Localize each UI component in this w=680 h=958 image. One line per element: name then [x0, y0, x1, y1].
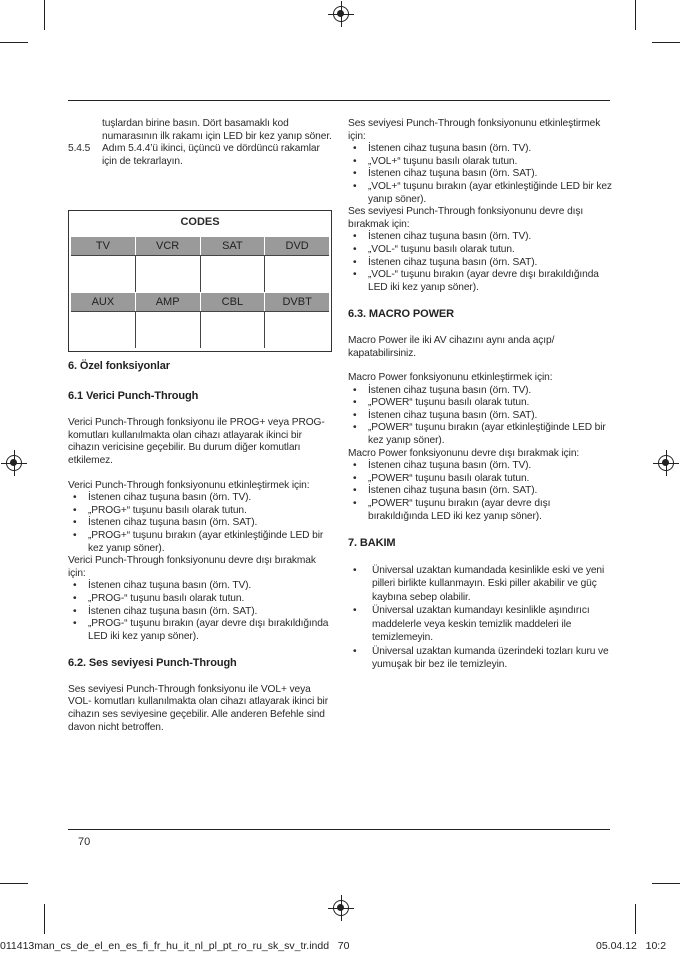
list-item: • „PROG+“ tuşunu basılı olarak tutun. [68, 505, 334, 518]
section-6-heading: 6. Özel fonksiyonlar [68, 360, 170, 372]
codes-table [68, 210, 332, 352]
list-item: • İstenen cihaz tuşuna basın (örn. TV). [348, 385, 612, 398]
crop-mark [635, 904, 636, 934]
list-item: • İstenen cihaz tuşuna basın (örn. SAT). [348, 485, 612, 498]
list-item: • İstenen cihaz tuşuna basın (örn. TV). [68, 580, 334, 593]
macro-disable-list [348, 460, 612, 523]
registration-mark-icon [333, 900, 349, 916]
section-6-1-disable-list [68, 580, 334, 643]
code-cell [265, 312, 329, 348]
list-item: • İstenen cihaz tuşuna basın (örn. TV). [348, 460, 612, 473]
list-item: • Üniversal uzaktan kumanda üzerindeki tozları kuru ve yumuşak bir bez ile temizleyin. [348, 645, 612, 672]
section-6-1-intro: Verici Punch-Through fonksiyonu ile PROG+ veya PROG- komutları kullanılmakta olan cihazı atlayarak ikinci bir cihazın vericisine geçebilir. Bu durum diğer komutları etkilemez. [68, 417, 325, 466]
section-6-1-heading: 6.1 Verici Punch-Through [68, 389, 199, 402]
code-label-dvd: DVD [265, 237, 329, 255]
slug-datetime: 05.04.12 10:2 [596, 940, 667, 952]
list-item: • „POWER“ tuşunu basılı olarak tutun. [348, 473, 612, 486]
list-item: • Üniversal uzaktan kumandada kesinlikle eski ve yeni pilleri birlikte kullanmayın. Eski piller akabilir ve güç kaybına sebep olabilir. [348, 564, 612, 605]
list-item: • İstenen cihaz tuşuna basın (örn. TV). [348, 143, 612, 156]
crop-mark [652, 883, 680, 884]
continuation-text: tuşlardan birine basın. Dört basamaklı kod numarasının ilk rakamı için LED bir kez yanıp söner. [102, 118, 332, 142]
macro-enable-lead: Macro Power fonksiyonunu etkinleştirmek için: [348, 372, 553, 384]
codes-empty-row [71, 255, 329, 292]
left-column [68, 118, 334, 168]
list-item: • İstenen cihaz tuşuna basın (örn. SAT). [68, 606, 334, 619]
list-item: • İstenen cihaz tuşuna basın (örn. SAT). [348, 410, 612, 423]
macro-enable-list [348, 385, 612, 448]
code-cell [71, 312, 136, 348]
header-rule [68, 100, 610, 101]
section-7-heading: 7. BAKIM [348, 537, 396, 550]
list-item: • „VOL-“ tuşunu basılı olarak tutun. [348, 244, 612, 257]
vol-enable-lead: Ses seviyesi Punch-Through fonksiyonunu etkinleştirmek için: [348, 118, 601, 142]
left-column-lower [68, 360, 334, 734]
code-label-tv: TV [71, 237, 136, 255]
crop-mark [44, 0, 45, 30]
crop-mark [652, 42, 680, 43]
vol-enable-list [348, 143, 612, 206]
crop-mark [635, 0, 636, 30]
code-label-sat: SAT [201, 237, 266, 255]
section-6-1-disable-lead: Verici Punch-Through fonksiyonunu devre dışı bırakmak için: [68, 555, 316, 579]
codes-empty-row [71, 311, 329, 348]
code-cell [265, 256, 329, 292]
list-item: • „VOL+“ tuşunu bırakın (ayar etkinleştiğinde LED bir kez yanıp söner). [348, 181, 612, 206]
slug-filename: 011413man_cs_de_el_en_es_fi_fr_hu_it_nl_pl_pt_ro_ru_sk_sv_tr.indd 70 [0, 940, 350, 952]
right-column [348, 118, 612, 672]
footer-rule [68, 829, 610, 830]
list-item: • „PROG-“ tuşunu basılı olarak tutun. [68, 593, 334, 606]
section-6-1-enable-lead: Verici Punch-Through fonksiyonunu etkinleştirmek için: [68, 479, 310, 491]
list-item: • „VOL-“ tuşunu bırakın (ayar devre dışı bırakıldığında LED iki kez yanıp söner). [348, 269, 612, 294]
section-6-3-heading: 6.3. MACRO POWER [348, 308, 454, 321]
registration-mark-icon [658, 455, 674, 471]
list-item: • İstenen cihaz tuşuna basın (örn. SAT). [348, 168, 612, 181]
step-5-4-5 [68, 143, 334, 168]
code-cell [136, 256, 201, 292]
section-6-3-intro: Macro Power ile iki AV cihazını aynı anda açıp/ kapatabilirsiniz. [348, 334, 555, 359]
codes-header-row [71, 293, 329, 311]
crop-mark [44, 904, 45, 934]
vol-disable-lead: Ses seviyesi Punch-Through fonksiyonunu devre dışı bırakmak için: [348, 206, 584, 230]
codes-title: CODES [180, 216, 220, 228]
code-cell [201, 256, 266, 292]
registration-mark-icon [6, 455, 22, 471]
page-number: 70 [78, 836, 91, 848]
code-label-amp: AMP [136, 293, 201, 311]
code-label-aux: AUX [71, 293, 136, 311]
list-item: • „PROG+“ tuşunu bırakın (ayar etkinleştiğinde LED bir kez yanıp söner). [68, 530, 334, 555]
codes-header-row [71, 237, 329, 255]
section-6-1-enable-list [68, 492, 334, 555]
code-cell [71, 256, 136, 292]
list-item: • Üniversal uzaktan kumandayı kesinlikle aşındırıcı maddelerle veya keskin temizlik maddeleri ile temizlemeyin. [348, 604, 612, 645]
crop-mark [0, 42, 28, 43]
list-item: • „POWER“ tuşunu bırakın (ayar etkinleştiğinde LED bir kez yanıp söner). [348, 422, 612, 447]
list-item: • İstenen cihaz tuşuna basın (örn. SAT). [348, 257, 612, 270]
code-label-dvbt: DVBT [265, 293, 329, 311]
vol-disable-list [348, 231, 612, 294]
registration-mark-icon [333, 6, 349, 22]
crop-mark [0, 883, 28, 884]
code-label-vcr: VCR [136, 237, 201, 255]
step-number: 5.4.5 [68, 143, 91, 155]
list-item: • İstenen cihaz tuşuna basın (örn. TV). [68, 492, 334, 505]
section-6-2-heading: 6.2. Ses seviyesi Punch-Through [68, 657, 237, 670]
list-item: • İstenen cihaz tuşuna basın (örn. TV). [348, 231, 612, 244]
list-item: • „POWER“ tuşunu bırakın (ayar devre dışı bırakıldığında LED iki kez yanıp söner). [348, 498, 612, 523]
macro-disable-lead: Macro Power fonksiyonunu devre dışı bırakmak için: [348, 447, 580, 459]
list-item: • „PROG-“ tuşunu bırakın (ayar devre dışı bırakıldığında LED iki kez yanıp söner). [68, 618, 334, 643]
list-item: • „POWER“ tuşunu basılı olarak tutun. [348, 397, 612, 410]
step-text: Adım 5.4.4’ü ikinci, üçüncü ve dördüncü rakamlar için de tekrarlayın. [102, 143, 320, 167]
code-label-cbl: CBL [201, 293, 266, 311]
list-item: • „VOL+“ tuşunu basılı olarak tutun. [348, 156, 612, 169]
section-6-2-intro: Ses seviyesi Punch-Through fonksiyonu ile VOL+ veya VOL- komutları kullanılmakta olan cihazı atlayarak ikinci bir cihazın ses seviyesine geçebilir. Alle anderen Befehle sind davon nicht betroffen. [68, 683, 329, 733]
list-item: • İstenen cihaz tuşuna basın (örn. SAT). [68, 517, 334, 530]
code-cell [136, 312, 201, 348]
section-7-list [348, 564, 612, 672]
code-cell [201, 312, 266, 348]
